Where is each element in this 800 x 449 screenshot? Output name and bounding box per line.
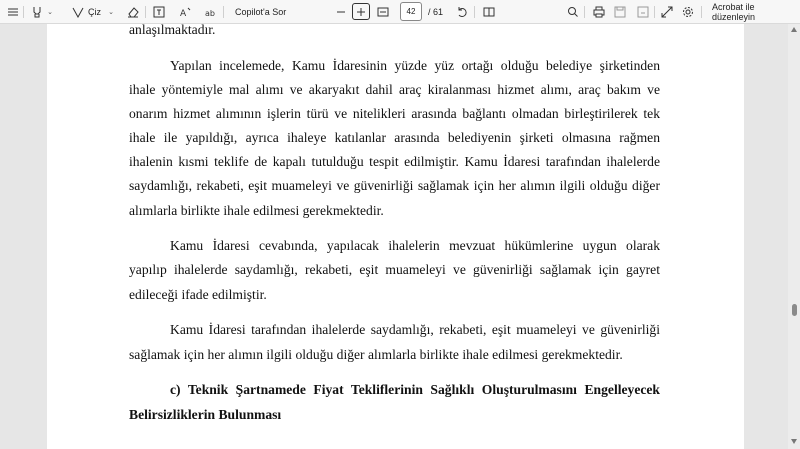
toolbar-divider [701,6,702,18]
search-icon [567,6,579,18]
erase-button[interactable] [125,0,141,24]
copilot-button[interactable]: Copilot'a Sor [235,7,287,17]
chevron-down-icon: ⌄ [108,9,114,16]
toolbar-divider [584,6,585,18]
svg-text:A: A [180,9,187,18]
text-line: anlaşılmaktadır. [129,24,216,37]
toolbar-divider [145,6,146,18]
text-line: ihale ile yapıldığı, ayrıca ihaleye katılanlar arasında belediyenin şirketi olmasına rağmen [129,130,660,145]
save-button[interactable] [612,0,628,24]
table-of-contents-button[interactable] [5,0,21,24]
text-line: sağlamak için her alımın ilgili olduğu diğer alımlarla birlikte ihale edilmesi gerekmektedir. [129,347,623,362]
translate-button[interactable] [203,0,219,24]
rotate-icon [456,6,468,18]
settings-button[interactable] [680,0,696,24]
svg-text:ab: ab [205,9,215,18]
text-line: Kamu İdaresi tarafından ihalelerde saydamlığı, rekabeti, eşit muameleyi ve güvenirliği [170,322,660,337]
text-line: ihale yöntemiyle mal alımı ve akaryakıt dahil araç kiralanması hizmet alımı, araç bakım ve [129,82,660,97]
gear-icon [682,6,694,18]
scrollbar-thumb[interactable] [792,304,797,316]
scroll-up-arrow-icon[interactable] [791,27,797,32]
text-box-icon [153,6,165,18]
fullscreen-button[interactable] [659,0,675,24]
pen-icon [72,6,84,18]
save-as-button[interactable] [635,0,651,24]
section-heading: Belirsizliklerin Bulunması [129,407,282,422]
fit-width-button[interactable] [375,0,391,24]
save-as-icon [637,6,649,18]
toolbar-divider [23,6,24,18]
highlighter-icon [31,6,43,18]
toolbar-divider [223,6,224,18]
page-total: / 61 [428,7,444,17]
zoom-out-button[interactable] [333,0,349,24]
draw-label[interactable]: Çiz [88,7,101,17]
page-view-button[interactable] [481,0,497,24]
toolbar-divider [474,6,475,18]
text-line: Yapılan incelemede, Kamu İdaresinin yüzde yüz ortağı olduğu belediye şirketinden [170,58,660,73]
eraser-icon [127,6,139,18]
save-icon [614,6,626,18]
fit-width-icon [377,6,389,18]
minus-icon [335,6,347,18]
draw-dropdown[interactable] [107,0,115,24]
pdf-toolbar [0,0,800,24]
highlight-dropdown[interactable] [46,0,54,24]
vertical-scrollbar[interactable] [788,24,800,449]
scroll-down-arrow-icon[interactable] [791,439,797,444]
expand-icon [661,6,673,18]
highlight-button[interactable] [29,0,45,24]
translate-icon [205,6,217,18]
print-button[interactable] [591,0,607,24]
rotate-button[interactable] [454,0,470,24]
text-line: onarım hizmet alımının işlerin türü ve nitelikleri arasında bağlantı olmadan birleştirilerek tek [129,106,660,121]
section-heading: c) Teknik Şartnamede Fiyat Tekliflerinin Sağlıklı Oluşturulmasını Engelleyecek [170,382,660,397]
read-aloud-button[interactable] [178,0,194,24]
page-view-icon [483,6,495,18]
chevron-down-icon: ⌄ [47,9,53,16]
text-line: ihalenin kısmi teklife de kapalı tutulduğu tespit edilmiştir. Kamu İdaresi tarafından ihalelerde [129,154,660,169]
text-line: saydamlığı, rekabeti, eşit muameleyi ve güvenirliği sağlamak için her alımın ilgili olduğu diğer [129,178,660,193]
list-icon [7,6,19,18]
text-box-button[interactable] [151,0,167,24]
printer-icon [593,6,605,18]
page-number-input[interactable]: 42 [400,2,422,21]
draw-button[interactable] [70,0,86,24]
text-line: Kamu İdaresi cevabında, yapılacak ihalelerin mevzuat hükümlerine uygun olarak [170,238,660,253]
plus-icon [355,6,367,18]
toolbar-divider [654,6,655,18]
edit-with-acrobat-button[interactable]: Acrobat ile düzenleyin [712,2,756,22]
text-line: edileceği ifade edilmiştir. [129,287,267,302]
text-line: yapılıp ihalelerde saydamlığı, rekabeti, eşit muameleyi ve güvenirliği sağlamak için gayret [129,262,660,277]
read-aloud-icon [180,6,192,18]
zoom-in-button[interactable] [352,3,370,20]
document-page [47,24,744,449]
search-button[interactable] [565,0,581,24]
text-line: alımlarla birlikte ihale edilmesi gerekmektedir. [129,203,384,218]
